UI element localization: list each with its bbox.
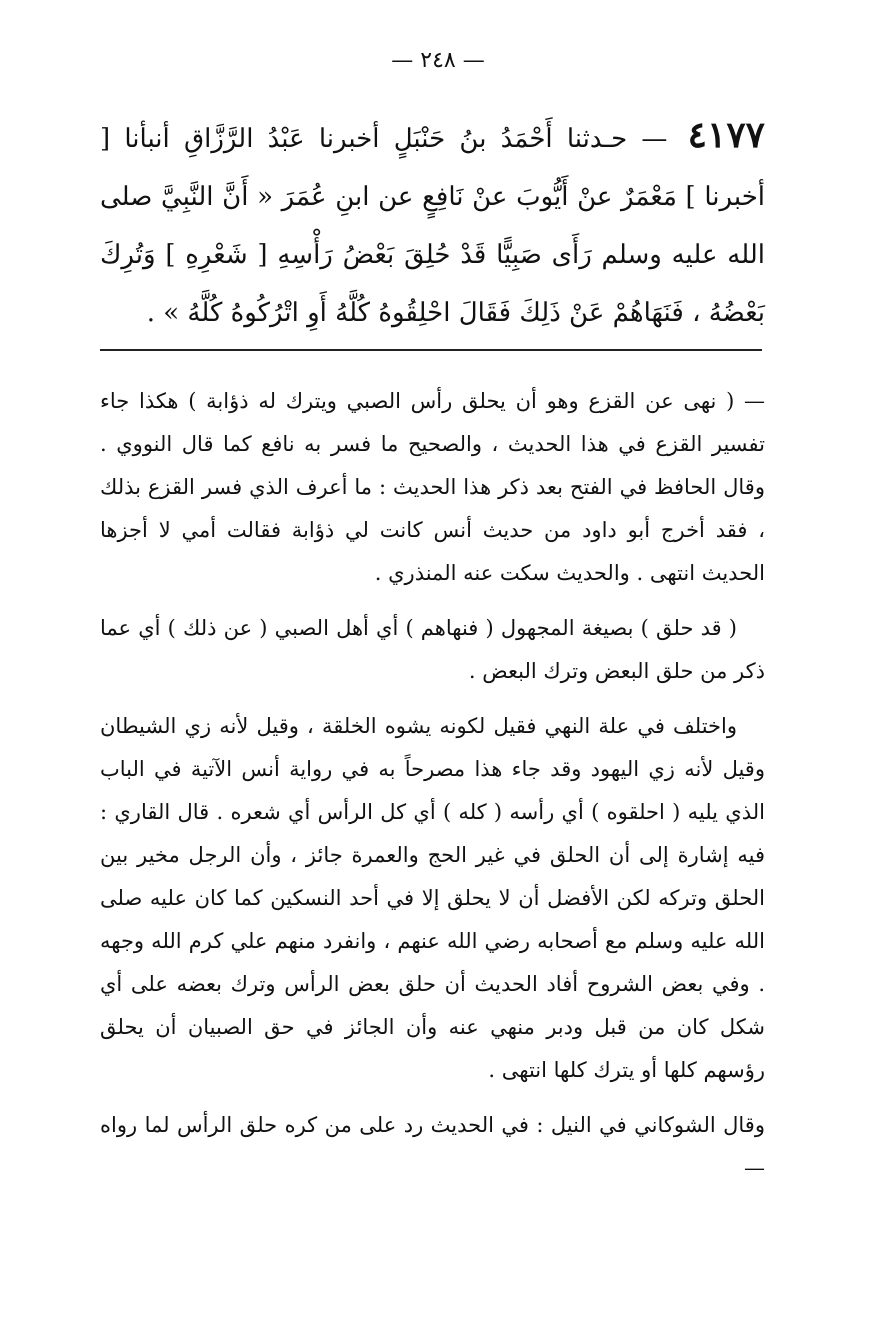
commentary-paragraph: وقال الشوكاني في النيل : في الحديث رد على من كره حلق الرأس لما رواه — xyxy=(100,1113,765,1180)
hadith-block xyxy=(100,106,765,342)
hadith-number: ٤١٧٧ xyxy=(687,114,766,156)
hadith-text: — حـدثنا أَحْمَدُ بنُ حَنْبَلٍ أخبرنا عَبْدُ الرَّزَّاقِ أنبأنا [ أخبرنا ] مَعْمَرٌ عنْ أَيُّوبَ عنْ نَافِعٍ عن ابنِ عُمَرَ « أَنَّ النَّبِيَّ صلى الله عليه وسلم رَأَى صَبِيًّا قَدْ حُلِقَ بَعْضُ رَأْسِهِ [ شَعْرِهِ ] وَتُرِكَ بَعْضُهُ ، فَنَهَاهُمْ عَنْ ذَلِكَ فَقَالَ احْلِقُوهُ كُلَّهُ أَوِ اتْرُكُوهُ كُلَّهُ » . xyxy=(100,124,765,328)
commentary-paragraph: واختلف في علة النهي فقيل لكونه يشوه الخلقة ، وقيل لأنه زي الشيطان وقيل لأنه زي اليهود وقد جاء هذا مصرحاً به في رواية أنس الآتية في الباب الذي يليه ( احلقوه ) أي رأسه ( كله ) أي كل الرأس أي شعره . قال القاري : فيه إشارة إلى أن الحلق في غير الحج والعمرة جائز ، وأن الرجل مخير بين الحلق وتركه لكن الأفضل أن لا يحلق إلا في أحد النسكين كما كان عليه صلى الله عليه وسلم مع أصحابه رضي الله عنهم ، وانفرد منهم علي كرم الله وجهه . وفي بعض الشروح أفاد الحديث أن حلق بعض الرأس وترك بعضه على أي شكل كان من قبل ودبر منهي عنه وأن الجائز في حق الصبيان أن يحلق رؤسهم كلها أو يترك كلها انتهى . xyxy=(100,714,765,1082)
page-number: — ٢٤٨ — xyxy=(391,48,485,73)
commentary-paragraph: — ( نهى عن القزع وهو أن يحلق رأس الصبي ويترك له ذؤابة ) هكذا جاء تفسير القزع في هذا الحديث ، والصحيح ما فسر به نافع كما قال النووي . وقال الحافظ في الفتح بعد ذكر هذا الحديث : ما أعرف الذي فسر القزع بذلك ، فقد أخرج أبو داود من حديث أنس كانت لي ذؤابة فقالت أمي لا أجزها الحديث انتهى . والحديث سكت عنه المنذري . xyxy=(100,389,765,585)
footnote-divider xyxy=(100,349,762,351)
commentary-section xyxy=(100,380,765,1202)
commentary-paragraph: ( قد حلق ) بصيغة المجهول ( فنهاهم ) أي أهل الصبي ( عن ذلك ) أي عما ذكر من حلق البعض وترك البعض . xyxy=(100,616,765,683)
